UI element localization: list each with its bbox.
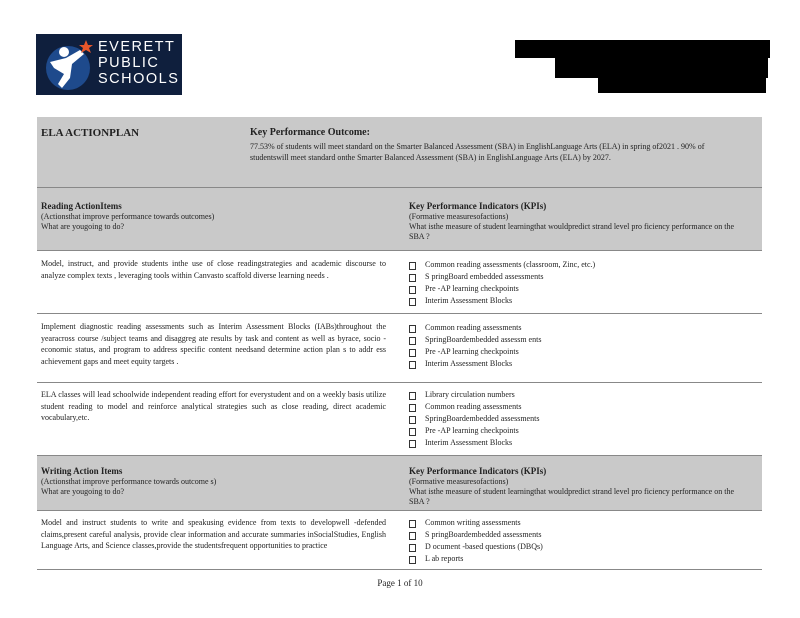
kpi-item: D ocument -based questions (DBQs) <box>409 541 739 553</box>
kpi-list <box>409 322 739 370</box>
action-text: ELA classes will lead schoolwide independent reading effort for everystudent and on a weekly basis utilize student reading to model and reinforce analytical strategies such as close reading, direct academic vocabulary,etc. <box>41 390 386 422</box>
kpi-item: Common reading assessments (classroom, Zinc, etc.) <box>409 259 739 271</box>
action-text: Model, instruct, and provide students inthe use of close readingstrategies and academic discourse to analyze complex texts , leveraging tools within Canvasto scaffold diverse learning needs . <box>41 259 386 280</box>
kpi-list <box>409 517 739 565</box>
key-performance-outcome <box>250 127 730 163</box>
table-row <box>37 511 762 570</box>
writing-heading: Writing Action Items <box>41 466 123 476</box>
logo-wordmark: EVERETT PUBLIC SCHOOLS <box>98 39 180 87</box>
table-row <box>37 314 762 383</box>
table-row <box>37 251 762 314</box>
action-text: Model and instruct students to write and speakusing evidence from texts to developwell -defended claims,present careful analysis, provide clear information and accurate summaries inSocialStudies, English Language Arts, and Science classes,provide the studentsfrequent opportunities to practice <box>41 518 386 550</box>
kpi-item: L ab reports <box>409 553 739 565</box>
kpi-item: Interim Assessment Blocks <box>409 358 739 370</box>
reading-kpi-heading: Key Performance Indicators (KPIs) <box>409 201 547 211</box>
writing-kpi-heading: Key Performance Indicators (KPIs) <box>409 466 547 476</box>
kpi-item: SpringBoardembedded assessm ents <box>409 334 739 346</box>
writing-header-row <box>37 456 762 511</box>
writing-kpi-sub1: (Formative measuresofactions) <box>409 477 509 486</box>
reading-sub2: What are yougoing to do? <box>41 222 125 231</box>
writing-sub2: What are yougoing to do? <box>41 487 125 496</box>
kpo-label: Key Performance Outcome: <box>250 127 370 138</box>
star-runner-icon <box>40 38 96 92</box>
writing-sub1: (Actionsthat improve performance towards outcome s) <box>41 477 217 486</box>
table-row <box>37 383 762 456</box>
kpi-item: Common reading assessments <box>409 322 739 334</box>
kpo-text: 77.53% of students will meet standard on the Smarter Balanced Assessment (SBA) in EnglishLanguage Arts (ELA) in spring of2021 . 90% of studentswill meet standard onthe Smarter Balanced Assessment (SBA) in EnglishLanguage Arts (ELA) by 2027. <box>250 142 705 162</box>
kpi-item: S pringBoard embedded assessments <box>409 271 739 283</box>
kpi-item: S pringBoardembedded assessments <box>409 529 739 541</box>
plan-header-row <box>37 117 762 188</box>
action-plan-table <box>37 117 762 570</box>
kpi-item: Common writing assessments <box>409 517 739 529</box>
kpi-list <box>409 259 739 307</box>
kpi-item: Library circulation numbers <box>409 389 739 401</box>
reading-header-row <box>37 188 762 251</box>
reading-heading: Reading ActionItems <box>41 201 122 211</box>
kpi-item: SpringBoardembedded assessments <box>409 413 739 425</box>
redacted-block <box>598 78 766 93</box>
redacted-block <box>555 58 768 78</box>
kpi-item: Interim Assessment Blocks <box>409 437 739 449</box>
redacted-block <box>515 40 770 58</box>
kpi-item: Pre -AP learning checkpoints <box>409 346 739 358</box>
action-text: Implement diagnostic reading assessments such as Interim Assessment Blocks (IABs)throughout the yearacross course /subject teams and disaggreg ate results by task and content as well as byrace, socio -economic status, and program to address specific content needsand determine action plan s to addr ess achievement gaps and meet equity targets . <box>41 322 386 366</box>
district-logo <box>36 34 182 95</box>
kpi-item: Common reading assessments <box>409 401 739 413</box>
page-number: Page 1 of 10 <box>377 578 423 588</box>
writing-kpi-sub2: What isthe measure of student learningthat wouldpredict strand level pro ficiency performance on the SBA ? <box>409 487 734 506</box>
reading-kpi-sub1: (Formative measuresofactions) <box>409 212 509 221</box>
kpi-list <box>409 389 739 449</box>
plan-title: ELA ACTIONPLAN <box>41 127 140 139</box>
kpi-item: Interim Assessment Blocks <box>409 295 739 307</box>
reading-kpi-sub2: What isthe measure of student learningthat wouldpredict strand level pro ficiency performance on the SBA ? <box>409 222 734 241</box>
kpi-item: Pre -AP learning checkpoints <box>409 283 739 295</box>
reading-sub1: (Actionsthat improve performance towards outcomes) <box>41 212 215 221</box>
kpi-item: Pre -AP learning checkpoints <box>409 425 739 437</box>
